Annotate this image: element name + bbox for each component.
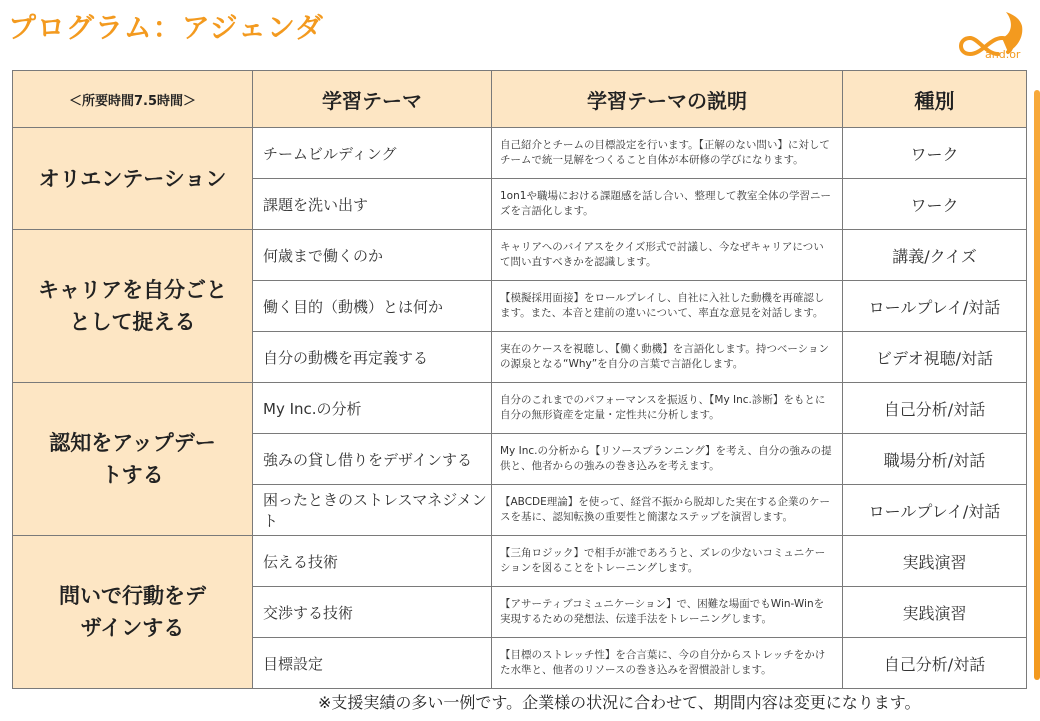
description-cell: 【目標のストレッチ性】を合言葉に、今の自分からストレッチをかけた水準と、他者のリソースの巻き込みを習慣設計します。 [492,638,843,689]
description-cell: 実在のケースを視聴し、【働く動機】を言語化します。持つベーションの源泉となる“Why”を自分の言葉で言語化します。 [492,332,843,383]
type-cell: 自己分析/対話 [843,383,1027,434]
description-cell: 自分のこれまでのパフォーマンスを振返り、【My Inc.診断】をもとに自分の無形資産を定量・定性共に分析します。 [492,383,843,434]
theme-cell: 目標設定 [253,638,492,689]
theme-cell: 伝える技術 [253,536,492,587]
type-cell: 実践演習 [843,587,1027,638]
category-cognition [13,383,253,536]
header-description: 学習テーマの説明 [492,71,843,128]
page-title: プログラム：アジェンダ [8,11,324,44]
theme-cell: 困ったときのストレスマネジメント [253,485,492,536]
table-row [13,230,1027,281]
type-cell: 自己分析/対話 [843,638,1027,689]
header-theme: 学習テーマ [253,71,492,128]
theme-cell: 働く目的（動機）とは何か [253,281,492,332]
table-header-row [13,71,1027,128]
description-cell: 【ABCDE理論】を使って、経営不振から脱却した実在する企業のケースを基に、認知転換の重要性と簡潔なステップを演習します。 [492,485,843,536]
category-career [13,230,253,383]
theme-cell: 強みの貸し借りをデザインする [253,434,492,485]
description-cell: 自己紹介とチームの目標設定を行います。【正解のない問い】に対してチームで統一見解をつくること自体が本研修の学びになります。 [492,128,843,179]
agenda-table [12,70,1027,689]
header-type: 種別 [843,71,1027,128]
accent-side-bar [1034,90,1040,680]
table-row [13,383,1027,434]
type-cell: ロールプレイ/対話 [843,485,1027,536]
description-cell: 1on1や職場における課題感を話し合い、整理して教室全体の学習ニーズを言語化します。 [492,179,843,230]
logo-text: and.or [985,48,1021,61]
theme-cell: 何歳まで働くのか [253,230,492,281]
type-cell: ロールプレイ/対話 [843,281,1027,332]
type-cell: ワーク [843,128,1027,179]
theme-cell: 自分の動機を再定義する [253,332,492,383]
type-cell: ビデオ視聴/対話 [843,332,1027,383]
table-row [13,128,1027,179]
theme-cell: My Inc.の分析 [253,383,492,434]
category-label: 認知をアップデートする [49,431,216,487]
header-duration: ＜所要時間7.5時間＞ [13,71,253,128]
category-orientation: オリエンテーション [13,128,253,230]
description-cell: 【三角ロジック】で相手が誰であろうと、ズレの少ないコミュニケーションを図ることをトレーニングします。 [492,536,843,587]
category-label: キャリアを自分ごととして捉える [38,278,227,334]
type-cell: 実践演習 [843,536,1027,587]
category-action-design [13,536,253,689]
description-cell: 【アサーティブコミュニケーション】で、困難な場面でもWin-Winを実現するための発想法、伝達手法をトレーニングします。 [492,587,843,638]
footnote: ※支援実績の多い一例です。企業様の状況に合わせて、期間内容は変更になります。 [318,693,921,712]
theme-cell: 課題を洗い出す [253,179,492,230]
theme-cell: 交渉する技術 [253,587,492,638]
table-row [13,536,1027,587]
type-cell: ワーク [843,179,1027,230]
description-cell: キャリアへのバイアスをクイズ形式で討議し、今なぜキャリアについて問い直すべきかを認識します。 [492,230,843,281]
description-cell: My Inc.の分析から【リソースプランニング】を考え、自分の強みの提供と、他者からの強みの巻き込みを考えます。 [492,434,843,485]
type-cell: 職場分析/対話 [843,434,1027,485]
theme-cell: チームビルディング [253,128,492,179]
type-cell: 講義/クイズ [843,230,1027,281]
category-label: 問いで行動をデザインする [59,584,206,640]
description-cell: 【模擬採用面接】をロールプレイし、自社に入社した動機を再確認します。また、本音と建前の違いについて、率直な意見を対話します。 [492,281,843,332]
